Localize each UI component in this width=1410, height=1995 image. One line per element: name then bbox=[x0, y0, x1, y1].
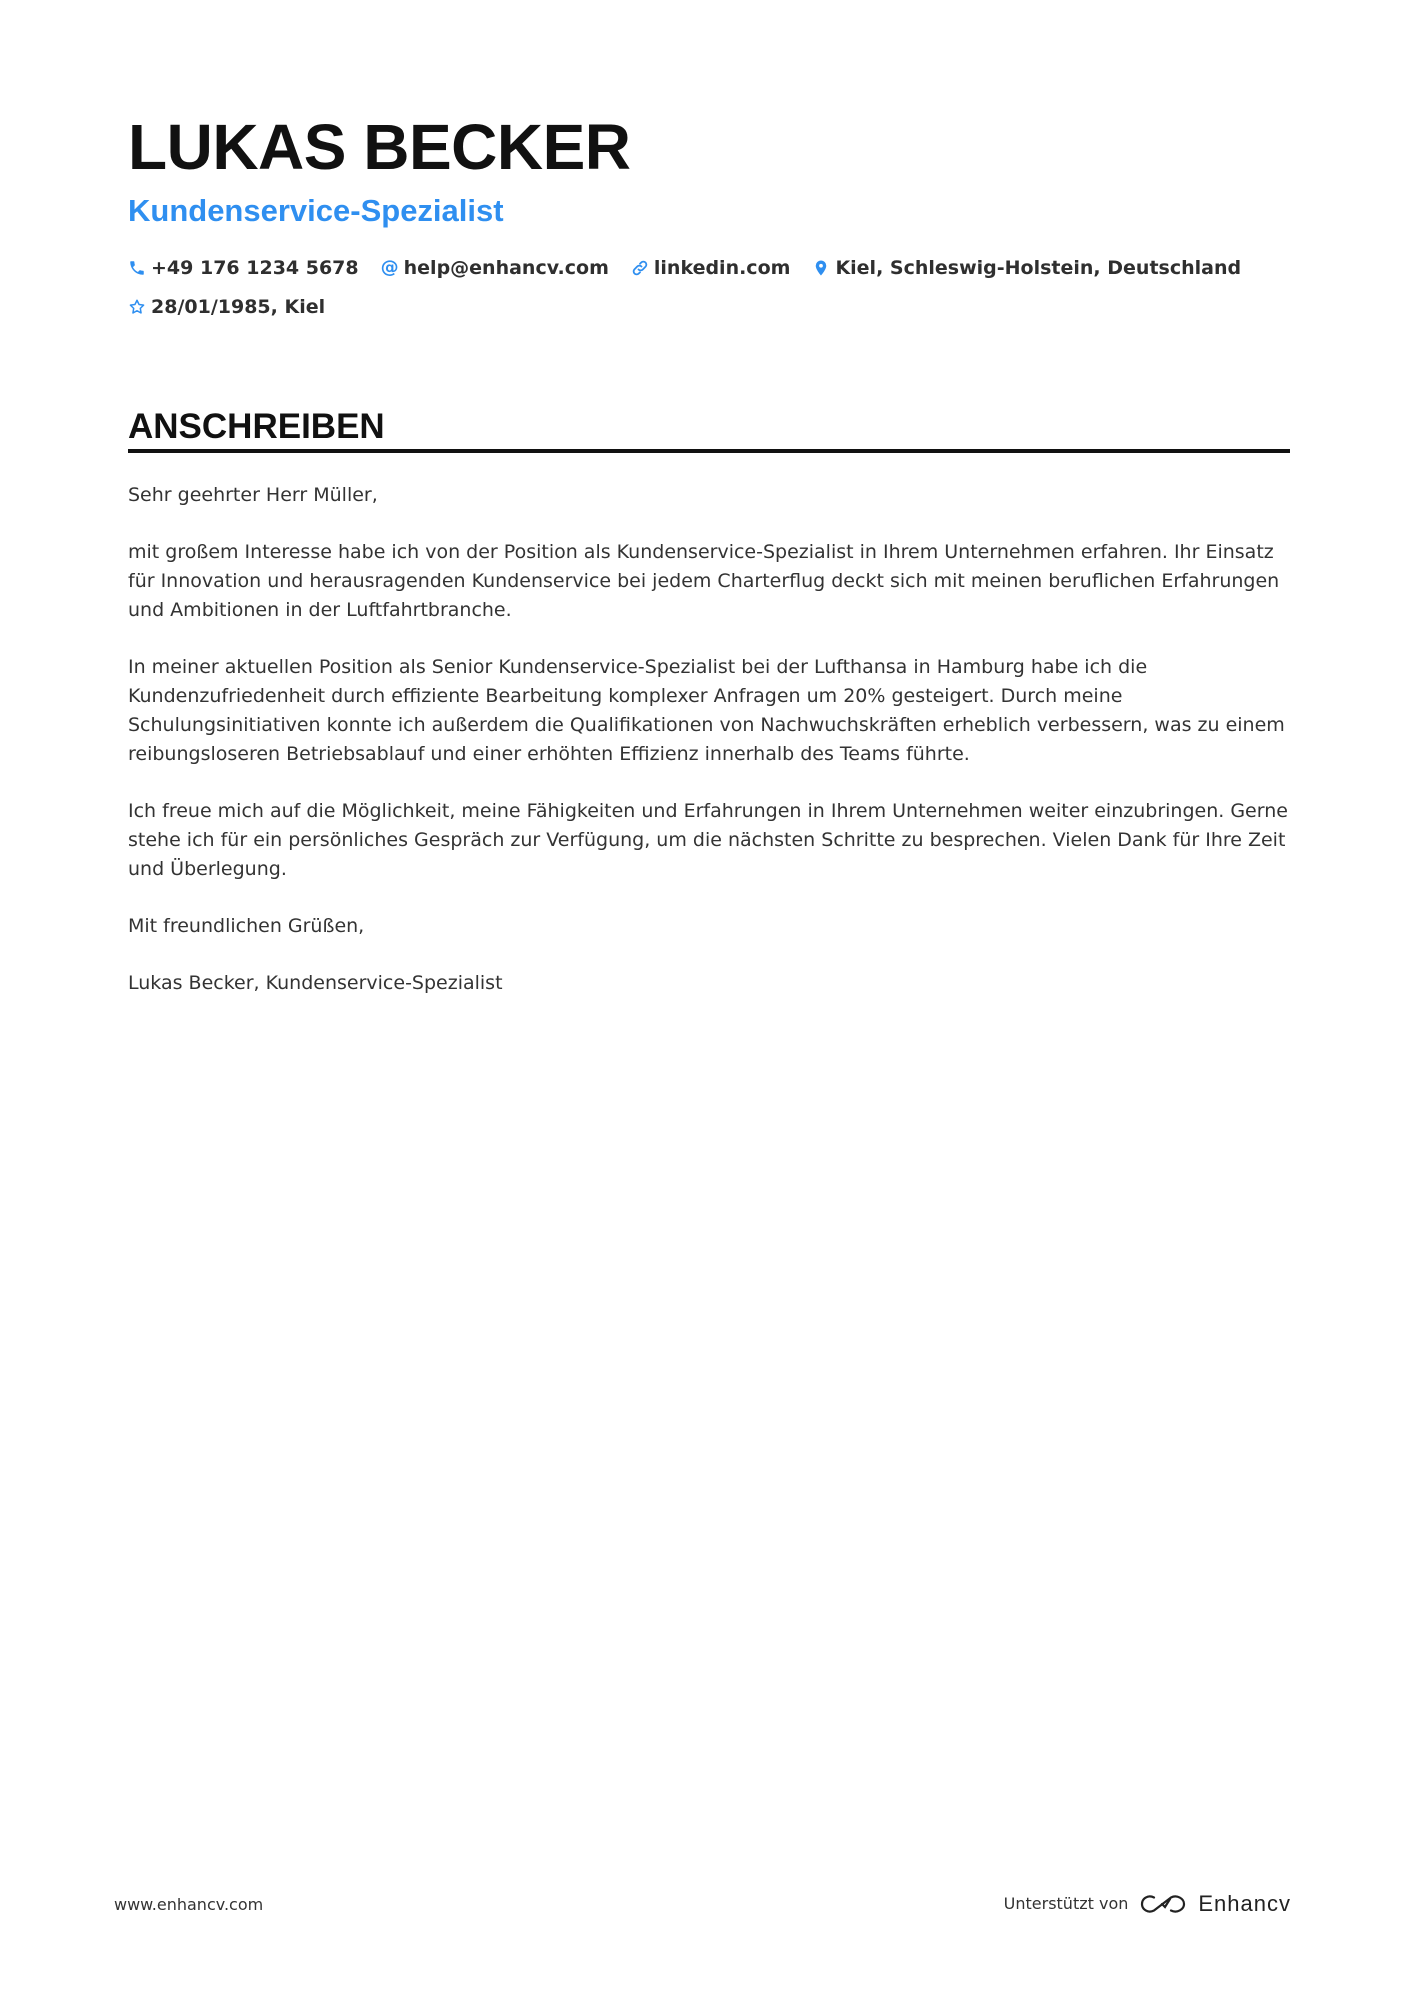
contact-row-primary bbox=[128, 256, 1263, 280]
contact-phone bbox=[128, 256, 359, 280]
link-icon bbox=[631, 259, 649, 277]
section-title: ANSCHREIBEN bbox=[128, 407, 385, 446]
footer-brand-name: Enhancv bbox=[1198, 1891, 1291, 1916]
letter-salutation: Sehr geehrter Herr Müller, bbox=[128, 484, 378, 506]
candidate-name: LUKAS BECKER bbox=[128, 111, 631, 183]
star-icon bbox=[128, 298, 146, 316]
letter-body bbox=[128, 481, 1290, 1026]
contact-location bbox=[812, 256, 1241, 280]
contact-birth bbox=[128, 295, 325, 319]
contact-linkedin[interactable] bbox=[631, 256, 791, 280]
candidate-job-title: Kundenservice-Spezialist bbox=[128, 193, 504, 228]
location-pin-icon bbox=[812, 259, 830, 277]
contact-linkedin-text[interactable]: linkedin.com bbox=[653, 257, 791, 279]
contact-location-text: Kiel, Schleswig-Holstein, Deutschland bbox=[835, 257, 1242, 279]
letter-closing: Mit freundlichen Grüßen, bbox=[128, 915, 365, 937]
contact-phone-text: +49 176 1234 5678 bbox=[151, 257, 359, 279]
letter-paragraph: Ich freue mich auf die Möglichkeit, meine Fähigkeiten und Erfahrungen in Ihrem Unternehmen weiter einzubringen. Gerne stehe ich für ein persönliches Gespräch zur Verfügung, um die nächsten Schritte zu besprechen. Vielen Dank für Ihre Zeit und Überlegung. bbox=[128, 800, 1288, 880]
footer-powered-by: Unterstützt von bbox=[1003, 1894, 1129, 1913]
footer-website-link[interactable]: www.enhancv.com bbox=[114, 1895, 264, 1914]
enhancv-logo-icon bbox=[1140, 1892, 1186, 1916]
contact-email[interactable] bbox=[381, 256, 609, 280]
at-icon: @ bbox=[380, 257, 399, 278]
contact-birth-text: 28/01/1985, Kiel bbox=[151, 296, 326, 318]
letter-paragraph: In meiner aktuellen Position als Senior Kundenservice-Spezialist bei der Lufthansa in Hamburg habe ich die Kundenzufriedenheit durch effiziente Bearbeitung komplexer Anfragen um 20% gesteigert. Durch meine Schulungsinitiativen konnte ich außerdem die Qualifikationen von Nachwuchskräften erheblich verbessern, was zu einem reibungsloseren Betriebsablauf und einer erhöhten Effizienz innerhalb des Teams führte. bbox=[128, 656, 1285, 765]
section-divider bbox=[128, 449, 1290, 453]
contact-row-secondary bbox=[128, 295, 347, 319]
contact-email-text[interactable]: help@enhancv.com bbox=[403, 257, 609, 279]
letter-signature: Lukas Becker, Kundenservice-Spezialist bbox=[128, 972, 503, 994]
footer-branding[interactable] bbox=[1004, 1892, 1291, 1916]
phone-icon bbox=[128, 259, 146, 277]
letter-paragraph: mit großem Interesse habe ich von der Position als Kundenservice-Spezialist in Ihrem Unternehmen erfahren. Ihr Einsatz für Innovation und herausragenden Kundenservice bei jedem Charterflug deckt sich mit meinen beruflichen Erfahrungen und Ambitionen in der Luftfahrtbranche. bbox=[128, 541, 1280, 621]
